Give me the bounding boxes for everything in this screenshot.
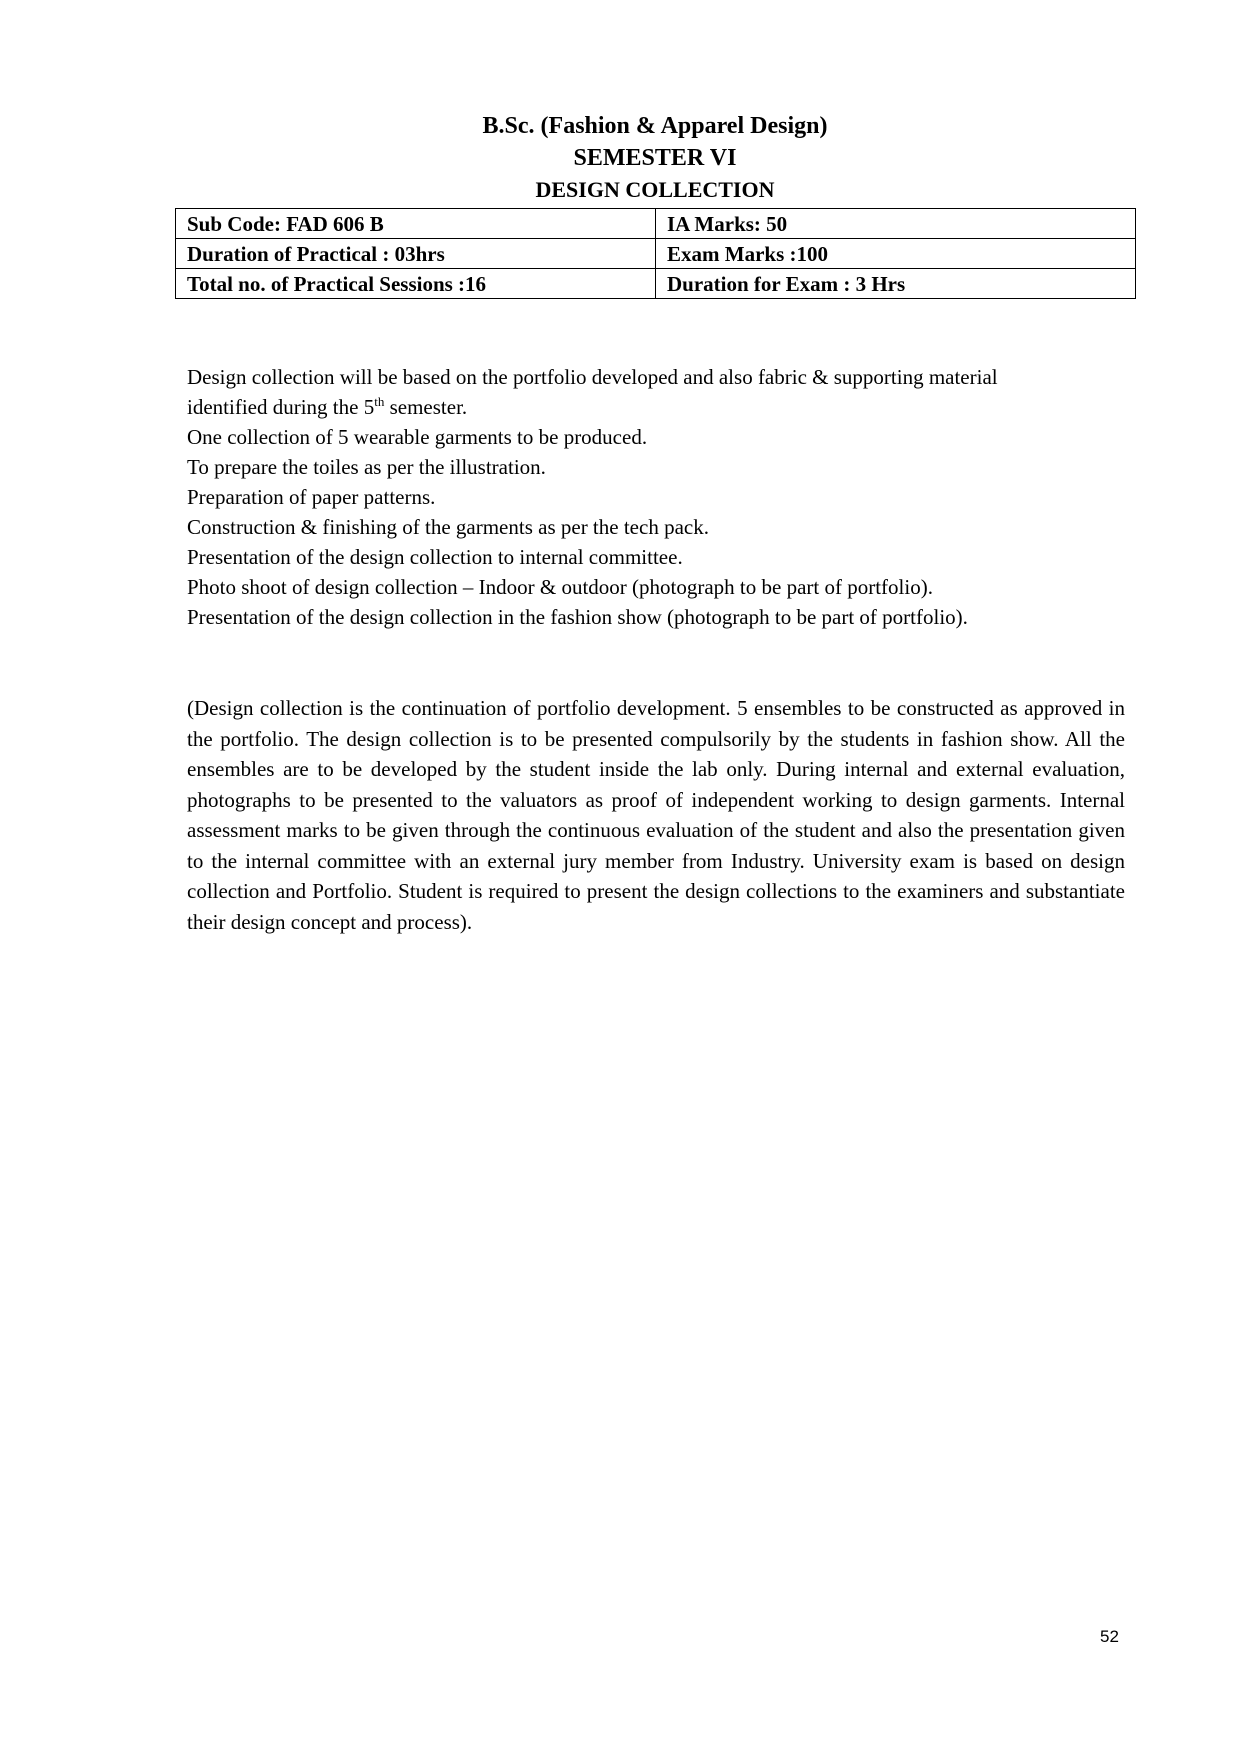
list-item: Construction & finishing of the garments as per the tech pack. bbox=[187, 515, 709, 539]
list-item bbox=[187, 362, 1127, 392]
ia-marks-cell: IA Marks: 50 bbox=[656, 209, 1136, 239]
sub-code-cell: Sub Code: FAD 606 B bbox=[176, 209, 656, 239]
list-item: Presentation of the design collection to internal committee. bbox=[187, 545, 683, 569]
table-row bbox=[176, 239, 1136, 269]
exam-marks-cell: Exam Marks :100 bbox=[656, 239, 1136, 269]
page-number: 52 bbox=[1100, 1627, 1119, 1646]
table-row bbox=[176, 209, 1136, 239]
list-item: To prepare the toiles as per the illustration. bbox=[187, 455, 546, 479]
practical-duration-cell: Duration of Practical : 03hrs bbox=[176, 239, 656, 269]
syllabus-list bbox=[187, 362, 1127, 632]
course-info-table bbox=[175, 208, 1136, 299]
list-item: Photo shoot of design collection – Indoor & outdoor (photograph to be part of portfolio). bbox=[187, 575, 933, 599]
list-item-text: semester. bbox=[384, 395, 468, 419]
superscript: th bbox=[374, 394, 385, 409]
list-item-text: Design collection will be based on the portfolio developed and also fabric & supporting material bbox=[187, 365, 998, 389]
practical-sessions-cell: Total no. of Practical Sessions :16 bbox=[176, 269, 656, 299]
list-item-text: identified during the 5 bbox=[187, 395, 375, 419]
exam-duration-cell: Duration for Exam : 3 Hrs bbox=[656, 269, 1136, 299]
description-paragraph: (Design collection is the continuation of portfolio development. 5 ensembles to be constructed as approved in the portfolio. The design collection is to be presented compulsorily by the students in fashion show. All the ensembles are to be developed by the student inside the lab only. During internal and external evaluation, photographs to be presented to the valuators as proof of independent working to design garments. Internal assessment marks to be given through the continuous evaluation of the student and also the presentation given to the internal committee with an external jury member from Industry. University exam is based on design collection and Portfolio. Student is required to present the design collections to the examiners and substantiate their design concept and process). bbox=[187, 696, 1125, 934]
program-title: B.Sc. (Fashion & Apparel Design) bbox=[482, 113, 828, 139]
subject-title: DESIGN COLLECTION bbox=[535, 177, 775, 202]
semester-title: SEMESTER VI bbox=[573, 145, 737, 171]
table-row bbox=[176, 269, 1136, 299]
list-item: Presentation of the design collection in the fashion show (photograph to be part of portfolio). bbox=[187, 605, 968, 629]
list-item bbox=[187, 392, 1127, 422]
list-item: One collection of 5 wearable garments to be produced. bbox=[187, 425, 648, 449]
list-item: Preparation of paper patterns. bbox=[187, 485, 436, 509]
